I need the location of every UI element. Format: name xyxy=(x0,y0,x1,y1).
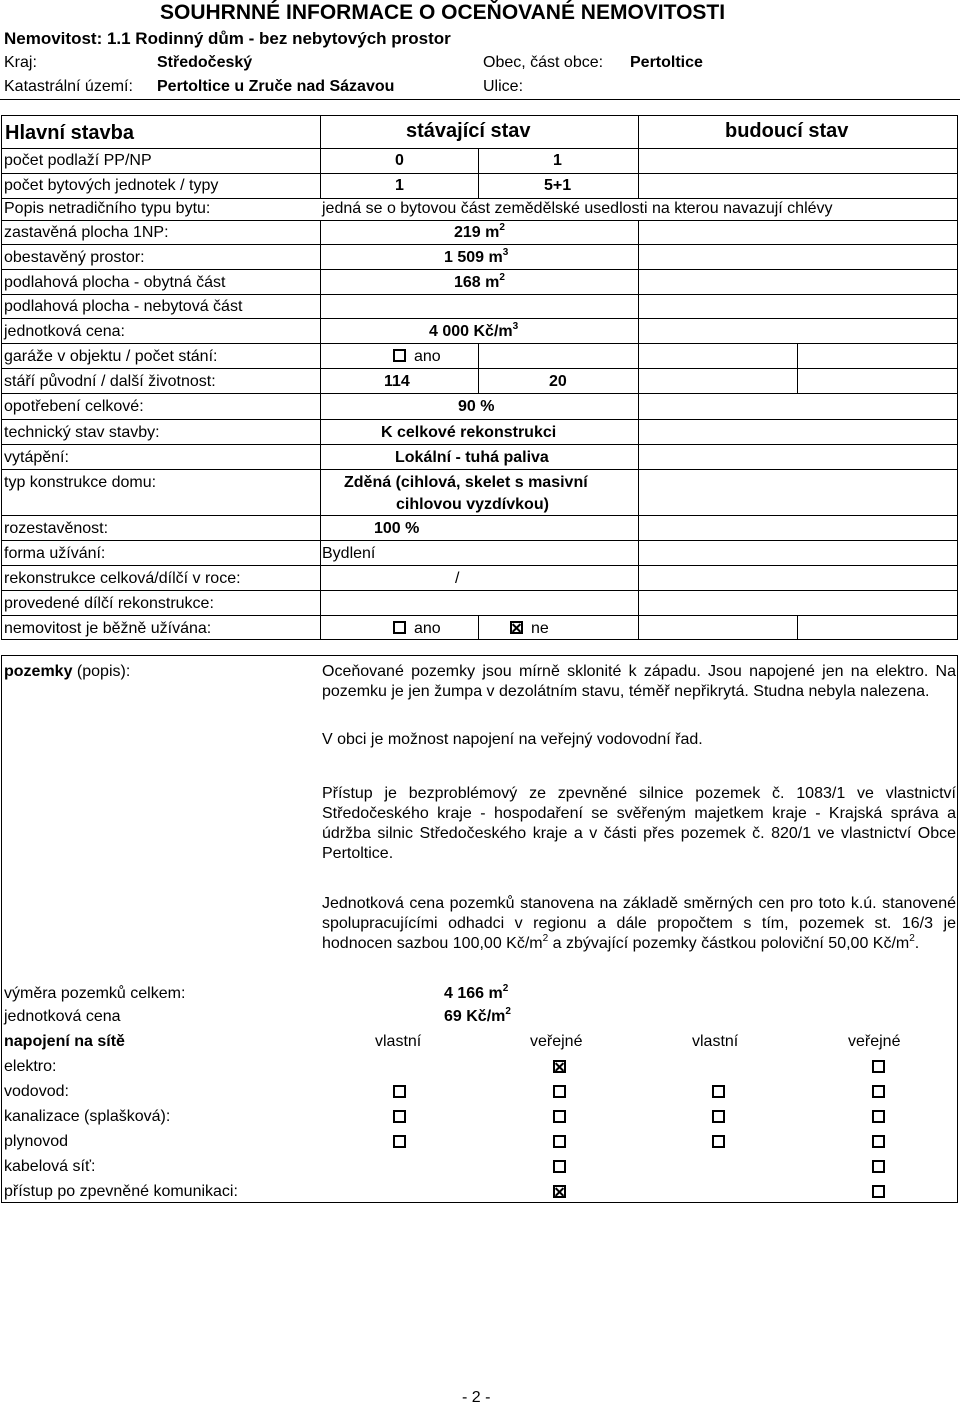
checked-checkbox-icon[interactable] xyxy=(553,1185,566,1198)
checkbox-icon[interactable] xyxy=(712,1085,725,1098)
row-label: nemovitost je běžně užívána: xyxy=(4,620,212,637)
garage-option[interactable]: ano xyxy=(393,348,441,366)
row-label: počet bytových jednotek / typy xyxy=(4,177,219,194)
ku-label: Katastrální území: xyxy=(4,78,133,95)
property-title: Nemovitost: 1.1 Rodinný dům - bez nebytových prostor xyxy=(4,29,451,48)
value-total-wear: 90 % xyxy=(458,398,495,415)
land-unit-price-value: 69 $Kč/m^2$ xyxy=(444,1006,511,1025)
land-unit-price-label: jednotková cena xyxy=(4,1008,121,1025)
row-label: provedené dílčí rekonstrukce: xyxy=(4,595,214,612)
row-label: jednotková cena: xyxy=(4,323,125,340)
ulice-label: Ulice: xyxy=(483,78,524,95)
row-label: forma užívání: xyxy=(4,545,106,562)
obec-label: Obec, část obce: xyxy=(483,54,604,71)
unit-price-paragraph: Jednotková cena pozemků stanovena na základě směrných cen pro toto k.ú. stanovené spolupracujícími odhadci v regionu a dále propočtem s tím, pozemek st. 16/3 je hodnocen sazbou 100,00 $Kč/m^2$ a zbývající pozemky částkou poloviční 50,00 $Kč/m^2$. xyxy=(322,895,956,952)
checkbox-icon[interactable] xyxy=(393,1110,406,1123)
checkbox-icon[interactable] xyxy=(553,1135,566,1148)
row-label: počet podlaží PP/NP xyxy=(4,152,152,169)
value-above-floors: 1 xyxy=(553,152,562,169)
value-residential-floor-area: 168 $m^2$ xyxy=(454,272,505,291)
access-paragraph: Přístup je bezproblémový ze zpevněné silnice pozemek č. 1083/1 ve vlastnictví Středočeského kraje - hospodaření se svěřeným majetkem kraje - Krajská správa a údržba silnic Středočeského kraje a v části přes pozemek č. 820/1 ve vlastnictví Obce Pertoltice. xyxy=(322,785,956,862)
value-construction-type-line1: Zděná (cihlová, skelet s masivní xyxy=(344,474,588,491)
checkbox-icon[interactable] xyxy=(872,1160,885,1173)
checkbox-icon[interactable] xyxy=(553,1160,566,1173)
checkbox-icon[interactable] xyxy=(553,1110,566,1123)
value-unit-price: 4 000 $Kč/m^3$ xyxy=(429,321,519,340)
checkbox-icon[interactable] xyxy=(393,349,406,362)
value-basement-floors: 0 xyxy=(395,152,404,169)
checkbox-icon[interactable] xyxy=(872,1135,885,1148)
ku-value: Pertoltice u Zruče nad Sázavou xyxy=(157,78,395,95)
value-completion: 100 % xyxy=(374,520,420,537)
checked-checkbox-icon[interactable] xyxy=(553,1060,566,1073)
row-label: Popis netradičního typu bytu: xyxy=(4,200,211,217)
checkbox-icon[interactable] xyxy=(553,1085,566,1098)
col-public-2: veřejné xyxy=(848,1033,901,1050)
in-use-option-no[interactable]: ne xyxy=(510,620,549,638)
value-built-volume: 1 509 $m^3$ xyxy=(444,247,509,266)
document-title: SOUHRNNÉ INFORMACE O OCEŇOVANÉ NEMOVITOSTI xyxy=(160,1,726,24)
obec-value: Pertoltice xyxy=(630,54,703,71)
utility-label: kabelová síť: xyxy=(4,1158,96,1175)
land-area-label: výměra pozemků celkem: xyxy=(4,985,186,1002)
col-future-state: budoucí stav xyxy=(725,120,849,142)
row-label: stáří původní / další životnost: xyxy=(4,373,216,390)
land-area-value: 4 166 $m^2$ xyxy=(444,983,509,1002)
row-label: zastavěná plocha 1NP: xyxy=(4,224,169,241)
row-label: podlahová plocha - obytná část xyxy=(4,274,226,291)
value-nontraditional-type: jedná se o bytovou část zemědělské usedlosti na kterou navazují chlévy xyxy=(322,200,833,217)
land-description-paragraph: Oceňované pozemky jsou mírně sklonité k západu. Jsou napojené jen na elektro. Na pozemku je jen žumpa v dezolátním stavu, téměř nepřikrytá. Studna nebyla nalezena. xyxy=(322,663,956,700)
header-divider xyxy=(0,99,960,100)
value-usage-form: Bydlení xyxy=(322,545,376,562)
row-label: podlahová plocha - nebytová část xyxy=(4,298,243,315)
row-label: opotřebení celkové: xyxy=(4,398,144,415)
page-number: - 2 - xyxy=(462,1389,491,1406)
checkbox-icon[interactable] xyxy=(872,1110,885,1123)
checked-checkbox-icon[interactable] xyxy=(510,621,523,634)
value-heating: Lokální - tuhá paliva xyxy=(395,449,549,466)
checkbox-icon[interactable] xyxy=(393,1085,406,1098)
row-label: vytápění: xyxy=(4,449,69,466)
value-technical-condition: K celkové rekonstrukci xyxy=(381,424,557,441)
checkbox-icon[interactable] xyxy=(393,1135,406,1148)
value-units-count: 1 xyxy=(395,177,404,194)
checkbox-icon[interactable] xyxy=(872,1060,885,1073)
land-label: pozemky (popis): xyxy=(4,663,131,680)
row-label: technický stav stavby: xyxy=(4,424,160,441)
utility-label: plynovod xyxy=(4,1133,69,1150)
section-title-main-building: Hlavní stavba xyxy=(5,122,134,144)
row-label: obestavěný prostor: xyxy=(4,249,145,266)
checkbox-icon[interactable] xyxy=(872,1185,885,1198)
utility-label: vodovod: xyxy=(4,1083,69,1100)
checkbox-icon[interactable] xyxy=(872,1085,885,1098)
checkbox-icon[interactable] xyxy=(712,1135,725,1148)
value-remaining-life: 20 xyxy=(549,373,567,390)
value-construction-type-line2: cihlovou vyzdívkou) xyxy=(396,496,549,513)
kraj-label: Kraj: xyxy=(4,54,37,71)
col-own-1: vlastní xyxy=(375,1033,422,1050)
col-current-state: stávající stav xyxy=(406,120,531,142)
row-label: rozestavěnost: xyxy=(4,520,109,537)
value-unit-type: 5+1 xyxy=(544,177,572,194)
utility-label: kanalizace (splašková): xyxy=(4,1108,171,1125)
utilities-title: napojení na sítě xyxy=(4,1033,125,1050)
kraj-value: Středočeský xyxy=(157,54,253,71)
checkbox-icon[interactable] xyxy=(712,1110,725,1123)
water-supply-paragraph: V obci je možnost napojení na veřejný vodovodní řad. xyxy=(322,731,703,748)
value-built-area: 219 $m^2$ xyxy=(454,222,505,241)
in-use-option-yes[interactable]: ano xyxy=(393,620,441,638)
utility-label: elektro: xyxy=(4,1058,57,1075)
row-label: typ konstrukce domu: xyxy=(4,474,157,491)
col-public-1: veřejné xyxy=(530,1033,583,1050)
col-own-2: vlastní xyxy=(692,1033,739,1050)
value-original-age: 114 xyxy=(384,373,410,390)
value-reconstruction-year: / xyxy=(455,570,460,587)
checkbox-icon[interactable] xyxy=(393,621,406,634)
utility-label: přístup po zpevněné komunikaci: xyxy=(4,1183,238,1200)
row-label: rekonstrukce celková/dílčí v roce: xyxy=(4,570,241,587)
row-label: garáže v objektu / počet stání: xyxy=(4,348,218,365)
